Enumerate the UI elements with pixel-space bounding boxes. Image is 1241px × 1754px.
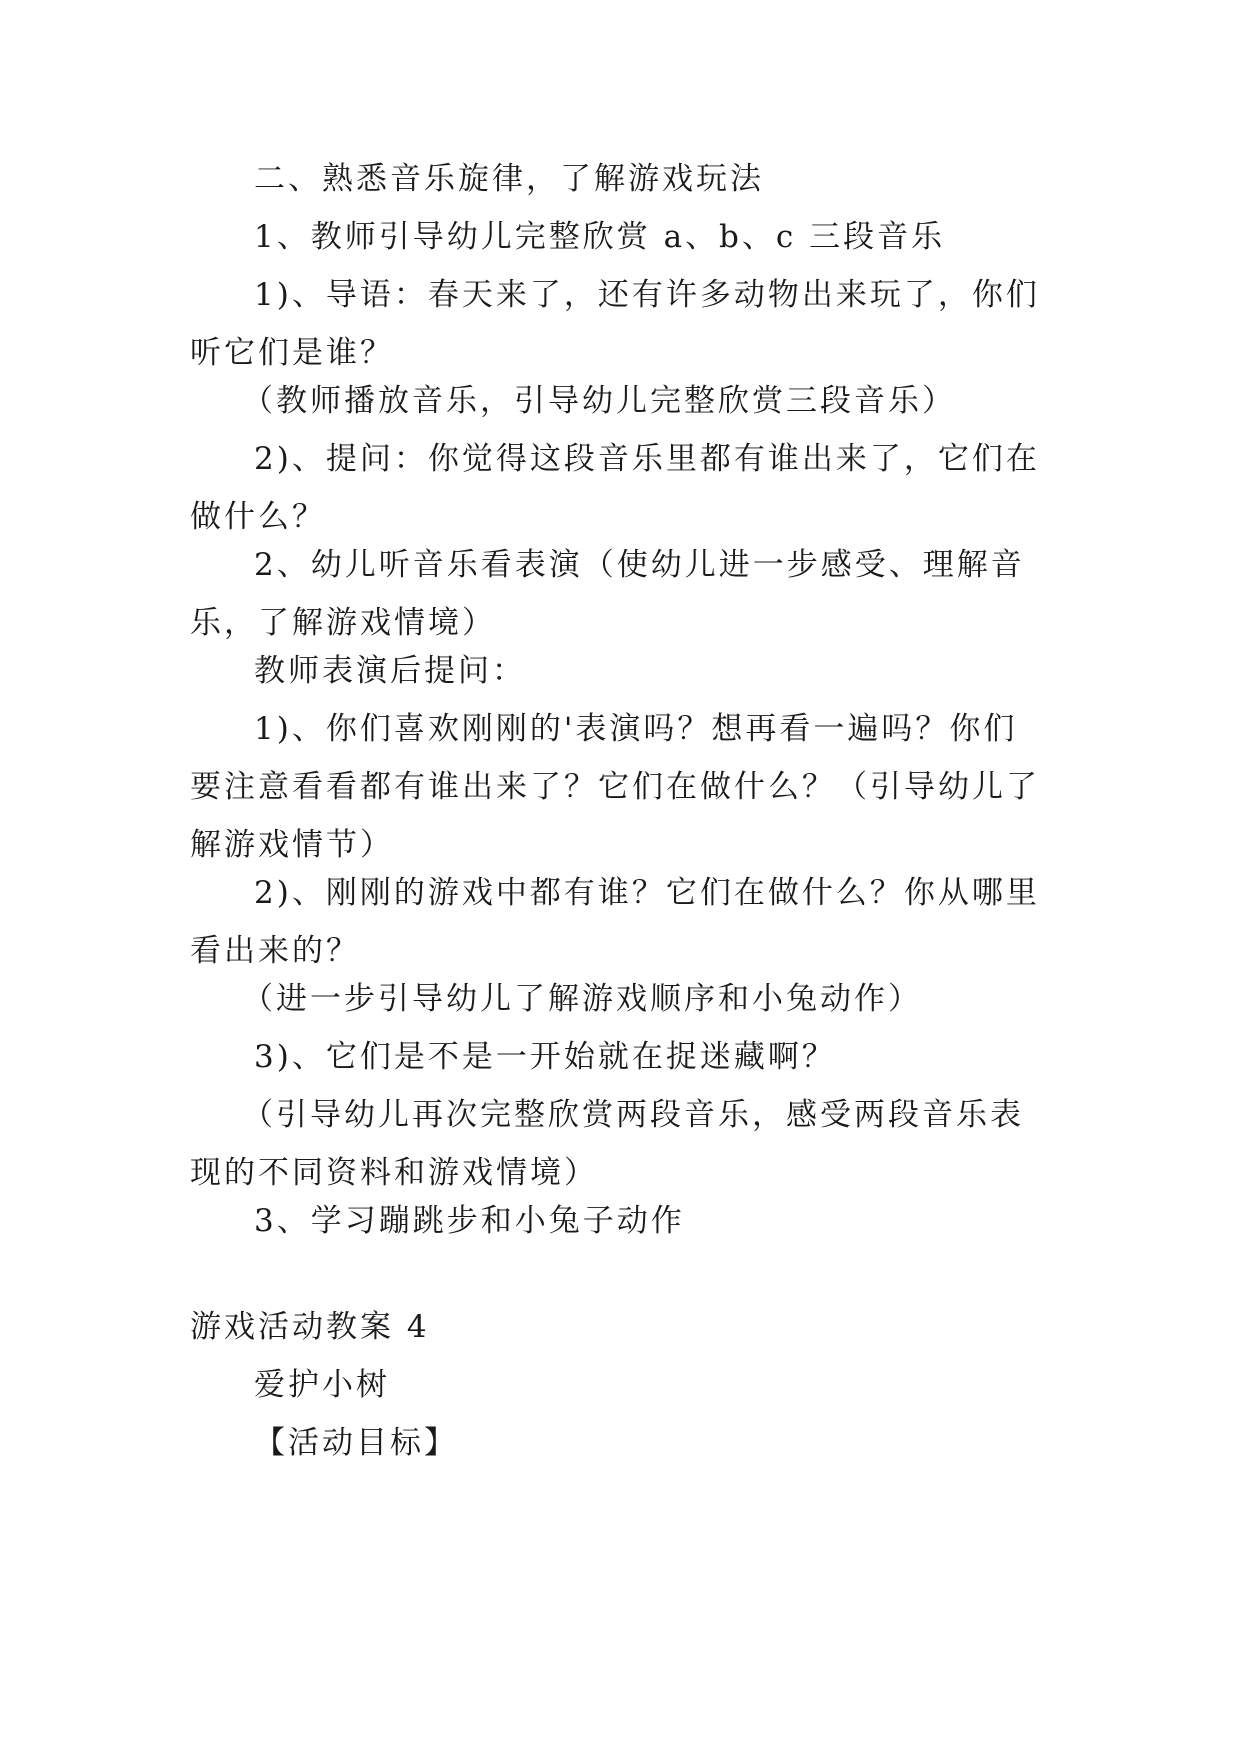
- paragraph: 教师表演后提问：: [254, 653, 526, 689]
- paragraph: （教师播放音乐，引导幼儿完整欣赏三段音乐）: [242, 383, 956, 419]
- paragraph: 1)、你们喜欢刚刚的'表演吗？想再看一遍吗？你们要注意看看都有谁出来了？它们在做什么？（引导幼儿了解游戏情节）: [190, 711, 1040, 863]
- activity-name: 爱护小树: [254, 1367, 390, 1403]
- paragraph: 3)、它们是不是一开始就在捉迷藏啊？: [254, 1039, 836, 1075]
- section-heading: 二、熟悉音乐旋律，了解游戏玩法: [254, 161, 764, 197]
- paragraph: 1、教师引导幼儿完整欣赏 a、b、c 三段音乐: [254, 219, 946, 255]
- paragraph: 2)、刚刚的游戏中都有谁？它们在做什么？你从哪里看出来的？: [190, 875, 1040, 969]
- paragraph: 2)、提问：你觉得这段音乐里都有谁出来了，它们在做什么？: [190, 441, 1040, 535]
- paragraph: 1)、导语：春天来了，还有许多动物出来玩了，你们听它们是谁？: [190, 277, 1040, 371]
- section-title: 游戏活动教案 4: [190, 1309, 430, 1345]
- paragraph: 3、学习蹦跳步和小兔子动作: [254, 1203, 685, 1239]
- paragraph: 2、幼儿听音乐看表演（使幼儿进一步感受、理解音乐，了解游戏情境）: [190, 547, 1025, 641]
- paragraph: （引导幼儿再次完整欣赏两段音乐，感受两段音乐表现的不同资料和游戏情境）: [190, 1097, 1024, 1191]
- paragraph: （进一步引导幼儿了解游戏顺序和小兔动作）: [242, 981, 922, 1017]
- subsection-heading: 【活动目标】: [254, 1425, 458, 1461]
